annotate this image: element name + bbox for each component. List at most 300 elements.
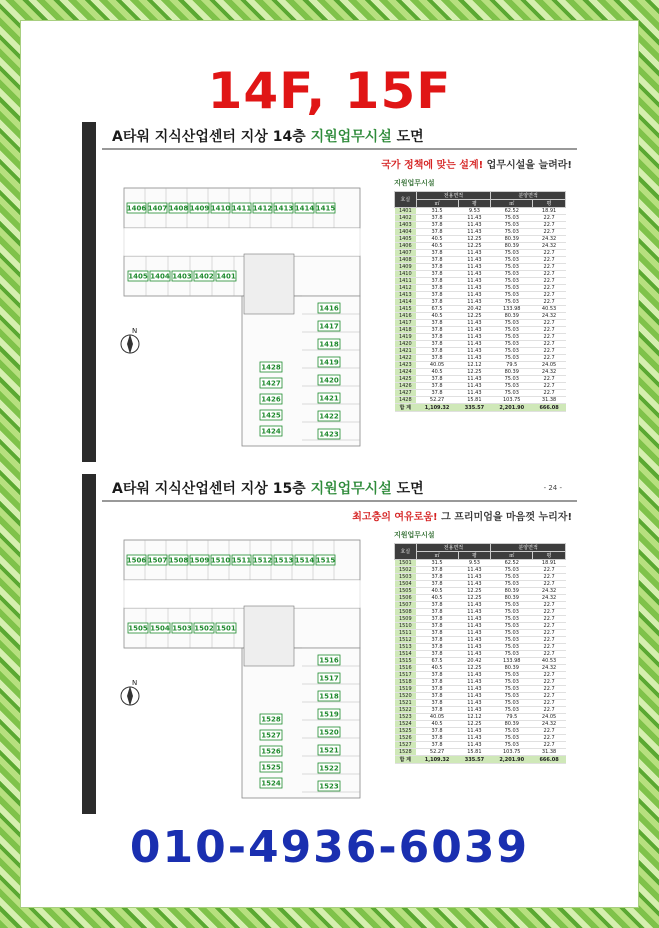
table-cell: 11.43	[458, 567, 491, 574]
heading-underline	[102, 500, 577, 502]
table-cell: 11.43	[458, 616, 491, 623]
table-cell: 1404	[395, 229, 417, 236]
table-cell: 1422	[395, 355, 417, 362]
table-cell: 1403	[395, 222, 417, 229]
table-cell: 37.8	[416, 742, 458, 749]
table-cell: 80.39	[491, 313, 533, 320]
table-row	[395, 264, 566, 271]
table-row	[395, 609, 566, 616]
table-cell: 80.39	[491, 721, 533, 728]
table-cell: 1415	[395, 306, 417, 313]
table-cell: 75.03	[491, 278, 533, 285]
table-header: 분양면적	[491, 192, 566, 200]
area-table-wrap	[394, 178, 566, 412]
table-row	[395, 222, 566, 229]
table-cell: 22.7	[533, 229, 566, 236]
table-total-row	[395, 756, 566, 764]
table-cell: 22.7	[533, 278, 566, 285]
unit-label: 1412	[252, 204, 273, 213]
heading-tail: 도면	[391, 481, 424, 497]
table-cell: 12.12	[458, 714, 491, 721]
table-cell: 37.8	[416, 334, 458, 341]
unit-label: 1406	[126, 204, 147, 213]
table-cell: 37.8	[416, 735, 458, 742]
table-cell: 103.75	[491, 397, 533, 404]
table-caption: 지원업무시설	[394, 179, 435, 187]
table-cell: 1419	[395, 334, 417, 341]
table-cell: 75.03	[491, 383, 533, 390]
table-cell: 1503	[395, 574, 417, 581]
unit-label: 1527	[261, 731, 281, 740]
table-cell: 80.39	[491, 665, 533, 672]
table-cell: 24.32	[533, 665, 566, 672]
unit-label: 1404	[150, 272, 170, 281]
north-compass-icon	[118, 326, 142, 356]
table-row	[395, 278, 566, 285]
table-cell: 24.32	[533, 369, 566, 376]
table-cell: 22.7	[533, 250, 566, 257]
table-cell: 1412	[395, 285, 417, 292]
heading-text: A타워 지식산업센터 지상 15층	[112, 481, 311, 497]
table-cell: 1512	[395, 637, 417, 644]
table-cell: 11.43	[458, 299, 491, 306]
table-row	[395, 257, 566, 264]
unit-label: 1427	[261, 379, 281, 388]
table-cell: 22.7	[533, 609, 566, 616]
table-cell: 75.03	[491, 672, 533, 679]
table-cell: 40.5	[416, 369, 458, 376]
table-cell: 22.7	[533, 616, 566, 623]
table-cell: 1427	[395, 390, 417, 397]
table-cell: 40.53	[533, 306, 566, 313]
table-cell: 11.43	[458, 341, 491, 348]
table-cell: 37.8	[416, 616, 458, 623]
table-cell: 75.03	[491, 390, 533, 397]
table-cell: 40.5	[416, 236, 458, 243]
table-total-cell: 2,201.90	[491, 404, 533, 412]
table-cell: 80.39	[491, 236, 533, 243]
table-cell: 11.43	[458, 292, 491, 299]
floor-plan-drawing	[122, 186, 362, 456]
table-cell: 22.7	[533, 285, 566, 292]
table-cell: 22.7	[533, 264, 566, 271]
table-cell: 11.43	[458, 383, 491, 390]
unit-label: 1522	[319, 764, 339, 773]
table-cell: 75.03	[491, 651, 533, 658]
table-cell: 22.7	[533, 334, 566, 341]
table-row	[395, 679, 566, 686]
unit-label: 1507	[147, 556, 168, 565]
table-cell: 75.03	[491, 644, 533, 651]
table-cell: 1501	[395, 560, 417, 567]
table-row	[395, 749, 566, 756]
table-cell: 75.03	[491, 222, 533, 229]
table-cell: 75.03	[491, 341, 533, 348]
table-cell: 11.43	[458, 376, 491, 383]
table-cell: 22.7	[533, 348, 566, 355]
table-cell: 24.32	[533, 595, 566, 602]
table-cell: 37.8	[416, 567, 458, 574]
table-cell: 40.05	[416, 714, 458, 721]
table-cell: 9.53	[458, 208, 491, 215]
table-cell: 12.25	[458, 243, 491, 250]
table-total-cell: 335.57	[458, 404, 491, 412]
table-cell: 22.7	[533, 672, 566, 679]
table-row	[395, 735, 566, 742]
table-cell: 1528	[395, 749, 417, 756]
table-cell: 75.03	[491, 355, 533, 362]
table-cell: 75.03	[491, 728, 533, 735]
table-cell: 1524	[395, 721, 417, 728]
compass-label: N	[132, 327, 138, 335]
table-cell: 37.8	[416, 679, 458, 686]
table-cell: 11.43	[458, 215, 491, 222]
unit-label: 1422	[319, 412, 339, 421]
table-subheader: 평	[533, 552, 566, 560]
table-cell: 40.5	[416, 665, 458, 672]
table-cell: 1519	[395, 686, 417, 693]
table-subheader: 평	[533, 200, 566, 208]
table-cell: 103.75	[491, 749, 533, 756]
table-row	[395, 285, 566, 292]
table-cell: 75.03	[491, 257, 533, 264]
table-cell: 11.43	[458, 320, 491, 327]
table-cell: 11.43	[458, 250, 491, 257]
table-cell: 1516	[395, 665, 417, 672]
table-cell: 22.7	[533, 581, 566, 588]
table-row	[395, 567, 566, 574]
table-cell: 1513	[395, 644, 417, 651]
table-cell: 11.43	[458, 278, 491, 285]
unit-label: 1528	[261, 715, 281, 724]
table-cell: 79.5	[491, 714, 533, 721]
unit-label: 1524	[261, 779, 281, 788]
table-cell: 37.8	[416, 693, 458, 700]
compass-label: N	[132, 679, 138, 687]
table-header: 호실	[395, 544, 417, 560]
slogan-highlight: 최고층의 여유로움!	[352, 512, 438, 523]
table-subheader: ㎡	[416, 200, 458, 208]
table-cell: 1502	[395, 567, 417, 574]
table-cell: 40.5	[416, 595, 458, 602]
table-cell: 133.98	[491, 658, 533, 665]
table-cell: 22.7	[533, 222, 566, 229]
table-cell: 11.43	[458, 609, 491, 616]
table-cell: 1526	[395, 735, 417, 742]
table-row	[395, 215, 566, 222]
table-row	[395, 595, 566, 602]
table-cell: 12.25	[458, 313, 491, 320]
table-cell: 75.03	[491, 700, 533, 707]
unit-label: 1509	[189, 556, 210, 565]
table-row	[395, 271, 566, 278]
table-cell: 22.7	[533, 257, 566, 264]
unit-label: 1417	[319, 322, 339, 331]
table-cell: 75.03	[491, 616, 533, 623]
table-cell: 12.25	[458, 588, 491, 595]
table-cell: 24.32	[533, 236, 566, 243]
table-cell: 79.5	[491, 362, 533, 369]
table-row	[395, 651, 566, 658]
table-row	[395, 707, 566, 714]
table-cell: 37.8	[416, 355, 458, 362]
table-cell: 75.03	[491, 742, 533, 749]
table-cell: 37.8	[416, 264, 458, 271]
table-cell: 37.8	[416, 271, 458, 278]
table-cell: 11.43	[458, 574, 491, 581]
table-cell: 75.03	[491, 581, 533, 588]
table-cell: 37.8	[416, 581, 458, 588]
table-cell: 133.98	[491, 306, 533, 313]
table-cell: 1423	[395, 362, 417, 369]
area-table-wrap	[394, 530, 566, 764]
unit-label: 1504	[150, 624, 170, 633]
table-cell: 1508	[395, 609, 417, 616]
unit-label: 1523	[319, 782, 339, 791]
table-cell: 75.03	[491, 602, 533, 609]
table-cell: 15.81	[458, 749, 491, 756]
table-total-cell: 2,201.90	[491, 756, 533, 764]
table-cell: 75.03	[491, 264, 533, 271]
table-cell: 11.43	[458, 285, 491, 292]
table-cell: 1517	[395, 672, 417, 679]
table-cell: 22.7	[533, 700, 566, 707]
unit-label: 1517	[319, 674, 339, 683]
table-cell: 1413	[395, 292, 417, 299]
unit-label: 1511	[231, 556, 252, 565]
table-cell: 12.25	[458, 236, 491, 243]
table-cell: 1523	[395, 714, 417, 721]
table-cell: 22.7	[533, 728, 566, 735]
table-cell: 37.8	[416, 651, 458, 658]
table-cell: 37.8	[416, 574, 458, 581]
table-cell: 11.43	[458, 602, 491, 609]
unit-label: 1525	[261, 763, 281, 772]
table-row	[395, 369, 566, 376]
unit-label: 1420	[319, 376, 339, 385]
table-cell: 12.25	[458, 369, 491, 376]
table-cell: 18.91	[533, 560, 566, 567]
unit-label: 1520	[319, 728, 339, 737]
unit-label: 1405	[128, 272, 148, 281]
floor-plan	[122, 538, 362, 808]
heading-highlight: 지원업무시설	[310, 481, 392, 497]
table-cell: 75.03	[491, 271, 533, 278]
table-cell: 75.03	[491, 376, 533, 383]
table-row	[395, 560, 566, 567]
unit-label: 1503	[172, 624, 192, 633]
table-row	[395, 630, 566, 637]
table-cell: 40.5	[416, 243, 458, 250]
unit-label: 1410	[210, 204, 231, 213]
floor-section-15	[82, 474, 582, 814]
table-row	[395, 397, 566, 404]
table-cell: 1518	[395, 679, 417, 686]
table-cell: 22.7	[533, 567, 566, 574]
table-cell: 40.5	[416, 588, 458, 595]
table-cell: 1411	[395, 278, 417, 285]
table-subheader: ㎡	[491, 200, 533, 208]
table-cell: 22.7	[533, 735, 566, 742]
table-cell: 11.43	[458, 651, 491, 658]
table-cell: 1425	[395, 376, 417, 383]
table-row	[395, 644, 566, 651]
table-cell: 1505	[395, 588, 417, 595]
table-row	[395, 602, 566, 609]
table-cell: 24.32	[533, 243, 566, 250]
table-cell: 1414	[395, 299, 417, 306]
table-total-cell: 1,109.32	[416, 756, 458, 764]
table-cell: 37.8	[416, 292, 458, 299]
table-total-cell: 666.08	[533, 404, 566, 412]
table-cell: 24.05	[533, 362, 566, 369]
table-cell: 24.32	[533, 721, 566, 728]
table-cell: 1522	[395, 707, 417, 714]
table-cell: 12.25	[458, 665, 491, 672]
table-cell: 40.53	[533, 658, 566, 665]
heading-highlight: 지원업무시설	[310, 129, 392, 145]
table-cell: 75.03	[491, 567, 533, 574]
unit-label: 1518	[319, 692, 339, 701]
unit-label: 1402	[194, 272, 214, 281]
table-total-row	[395, 404, 566, 412]
phone-number[interactable]: 010-4936-6039	[129, 822, 530, 873]
table-cell: 75.03	[491, 320, 533, 327]
table-cell: 37.8	[416, 348, 458, 355]
unit-label: 1409	[189, 204, 210, 213]
table-cell: 75.03	[491, 735, 533, 742]
table-cell: 37.8	[416, 700, 458, 707]
section-slogan	[381, 156, 572, 171]
table-cell: 20.42	[458, 306, 491, 313]
unit-label: 1519	[319, 710, 339, 719]
table-row	[395, 243, 566, 250]
table-cell: 11.43	[458, 348, 491, 355]
unit-label: 1428	[261, 363, 281, 372]
table-cell: 11.43	[458, 707, 491, 714]
unit-label: 1401	[216, 272, 236, 281]
north-compass-icon	[118, 678, 142, 708]
table-cell: 12.25	[458, 595, 491, 602]
table-total-cell: 666.08	[533, 756, 566, 764]
table-cell: 22.7	[533, 215, 566, 222]
table-cell: 75.03	[491, 637, 533, 644]
table-row	[395, 376, 566, 383]
table-cell: 22.7	[533, 679, 566, 686]
table-cell: 1506	[395, 595, 417, 602]
table-cell: 1527	[395, 742, 417, 749]
unit-label: 1426	[261, 395, 281, 404]
table-cell: 22.7	[533, 292, 566, 299]
unit-label: 1508	[168, 556, 189, 565]
table-header: 호실	[395, 192, 417, 208]
table-row	[395, 714, 566, 721]
table-cell: 1525	[395, 728, 417, 735]
table-row	[395, 348, 566, 355]
table-cell: 22.7	[533, 390, 566, 397]
table-row	[395, 383, 566, 390]
unit-label: 1425	[261, 411, 281, 420]
table-cell: 37.8	[416, 341, 458, 348]
table-cell: 11.43	[458, 644, 491, 651]
unit-label: 1423	[319, 430, 339, 439]
table-cell: 37.8	[416, 222, 458, 229]
unit-label: 1521	[319, 746, 339, 755]
unit-label: 1414	[294, 204, 315, 213]
table-row	[395, 320, 566, 327]
table-row	[395, 721, 566, 728]
table-cell: 37.8	[416, 376, 458, 383]
table-cell: 22.7	[533, 574, 566, 581]
table-cell: 22.7	[533, 299, 566, 306]
table-cell: 1406	[395, 243, 417, 250]
table-total-cell: 합 계	[395, 404, 417, 412]
table-cell: 37.8	[416, 250, 458, 257]
table-cell: 1504	[395, 581, 417, 588]
table-cell: 18.91	[533, 208, 566, 215]
page-number: - 24 -	[543, 484, 562, 492]
table-row	[395, 390, 566, 397]
table-cell: 75.03	[491, 707, 533, 714]
table-cell: 1428	[395, 397, 417, 404]
table-cell: 40.5	[416, 721, 458, 728]
unit-label: 1408	[168, 204, 189, 213]
table-cell: 22.7	[533, 376, 566, 383]
table-subheader: 평	[458, 552, 491, 560]
table-row	[395, 728, 566, 735]
table-row	[395, 236, 566, 243]
table-cell: 1514	[395, 651, 417, 658]
unit-label: 1513	[273, 556, 294, 565]
table-cell: 12.12	[458, 362, 491, 369]
table-cell: 52.27	[416, 749, 458, 756]
unit-label: 1407	[147, 204, 168, 213]
slogan-text: 업무시설을 늘려라!	[483, 160, 572, 171]
table-cell: 37.8	[416, 320, 458, 327]
table-header: 분양면적	[491, 544, 566, 552]
table-cell: 1424	[395, 369, 417, 376]
table-cell: 37.8	[416, 644, 458, 651]
table-cell: 37.8	[416, 602, 458, 609]
table-cell: 37.8	[416, 630, 458, 637]
table-cell: 20.42	[458, 658, 491, 665]
table-cell: 1407	[395, 250, 417, 257]
table-cell: 22.7	[533, 623, 566, 630]
table-cell: 22.7	[533, 383, 566, 390]
table-cell: 22.7	[533, 355, 566, 362]
table-cell: 67.5	[416, 658, 458, 665]
unit-label: 1419	[319, 358, 339, 367]
table-cell: 11.43	[458, 693, 491, 700]
table-cell: 37.8	[416, 728, 458, 735]
table-cell: 1420	[395, 341, 417, 348]
table-cell: 11.43	[458, 327, 491, 334]
table-row	[395, 742, 566, 749]
table-cell: 80.39	[491, 369, 533, 376]
table-cell: 11.43	[458, 735, 491, 742]
table-cell: 75.03	[491, 693, 533, 700]
table-cell: 37.8	[416, 229, 458, 236]
table-cell: 1401	[395, 208, 417, 215]
table-subheader: 평	[458, 200, 491, 208]
table-cell: 37.8	[416, 390, 458, 397]
unit-label: 1421	[319, 394, 339, 403]
table-cell: 15.81	[458, 397, 491, 404]
table-cell: 75.03	[491, 292, 533, 299]
table-cell: 31.5	[416, 560, 458, 567]
section-side-bar	[82, 122, 96, 462]
table-cell: 22.7	[533, 707, 566, 714]
